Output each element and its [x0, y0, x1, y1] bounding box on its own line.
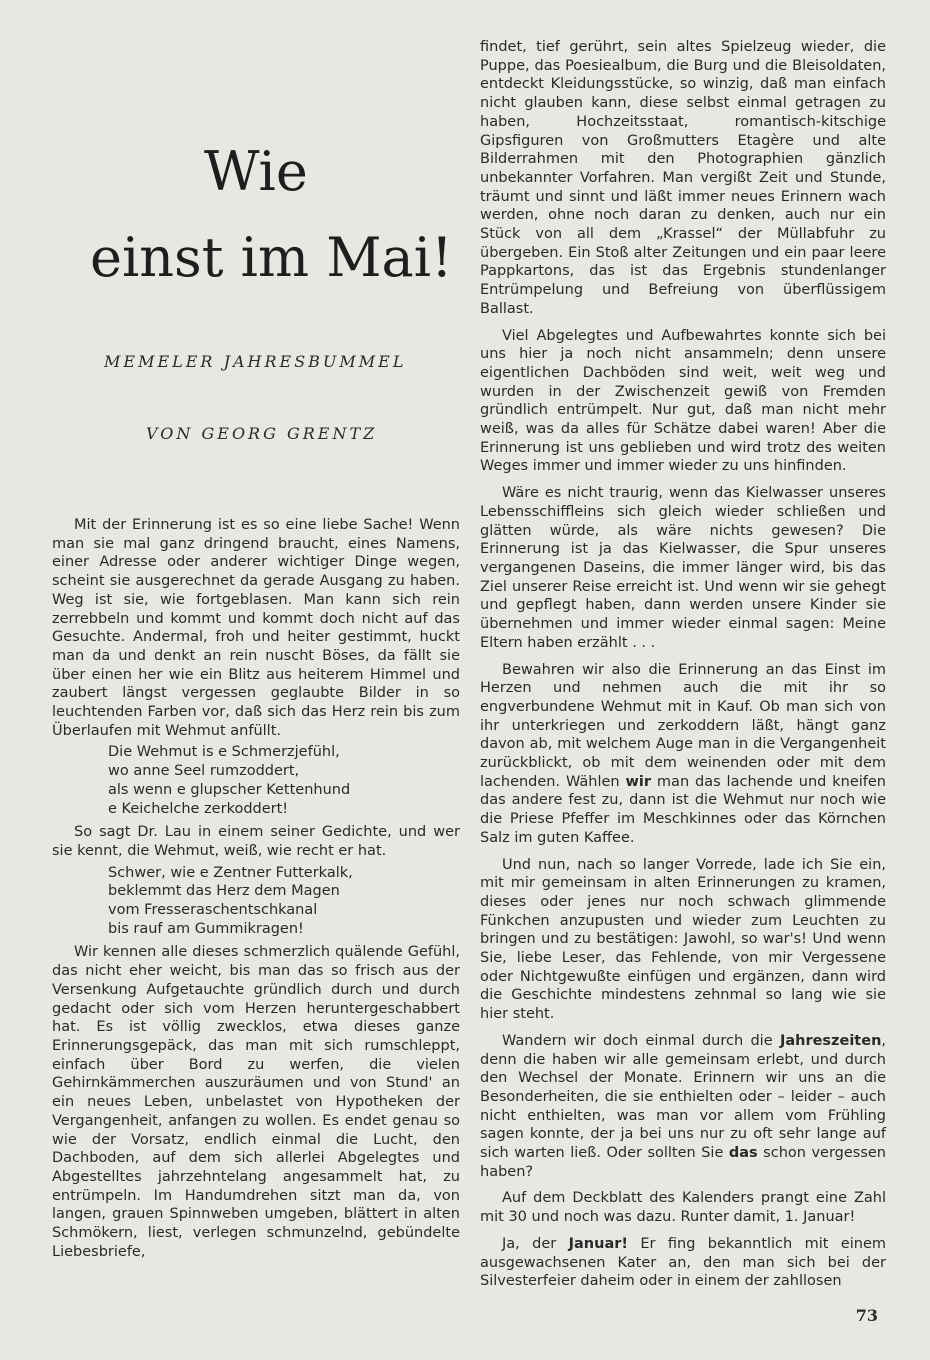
- left-body: [52, 516, 460, 1261]
- page-number: 73: [855, 1306, 878, 1325]
- poem-line: bis rauf am Gummikragen!: [108, 920, 304, 937]
- paragraph: Viel Abgelegtes und Aufbewahrtes konnte sich bei uns hier ja noch nicht ansammeln; denn unsere eigentlichen Dachböden sind weit, weit weg und wurden in der Zwischenzeit gewiß von Fremden gründlich entrümpelt. Nur gut, daß man nicht mehr weiß, was da alles für Schätze dabei waren! Aber die Erinnerung ist uns geblieben und wird trotz des weiten Weges immer und immer wieder zu uns hinfinden.: [480, 327, 886, 475]
- bold-text: Jahreszeiten: [779, 1032, 882, 1049]
- text-run: schon vergessen haben?: [480, 1145, 886, 1180]
- paragraph: [480, 1032, 886, 1182]
- poem-line: als wenn e glupscher Kettenhund: [108, 781, 351, 798]
- paragraph: [480, 1235, 886, 1291]
- paragraph: So sagt Dr. Lau in einem seiner Gedichte, und wer sie kennt, die Wehmut, weiß, wie recht er hat.: [52, 824, 460, 859]
- poem-line: beklemmt das Herz dem Magen: [108, 883, 340, 900]
- text-run: Wandern wir doch einmal durch die: [502, 1032, 780, 1049]
- text-run: Er fing bekanntlich mit einem ausgewachsenen Kater an, den man sich bei der Silvesterfeier daheim oder in einem der zahllosen: [480, 1235, 886, 1290]
- poem-stanza-1: [108, 743, 460, 818]
- text-run: , denn die haben wir alle gemeinsam erlebt, und durch den Wechsel der Monate. Erinnern wir uns an die Besonderheiten, die sie enthielten oder – leider – auch nicht enthielten, was man vor allem vom Frühling sagen konnte, der ja bei uns nur zu oft sehr lange auf sich warten ließ. Oder sollten Sie: [480, 1032, 886, 1162]
- title-line-2: einst im Mai!: [90, 226, 453, 289]
- poem-line: wo anne Seel rumzoddert,: [108, 763, 300, 780]
- bold-text: Januar!: [568, 1235, 628, 1252]
- poem-stanza-2: [108, 864, 460, 939]
- paragraph: Auf dem Deckblatt des Kalenders prangt eine Zahl mit 30 und noch was dazu. Runter damit, 1. Januar!: [480, 1190, 886, 1226]
- text-run: man das lachende und kneifen das andere fest zu, dann ist die Wehmut nur noch wie die Priese Pfeffer im Meschkinnes oder das Körnchen Salz im guten Kaffee.: [480, 773, 886, 846]
- paragraph: [480, 661, 886, 848]
- right-column: [480, 38, 886, 1299]
- paragraph: Mit der Erinnerung ist es so eine liebe Sache! Wenn man sie mal ganz dringend braucht, eines Namens, einer Adresse oder anderer wichtiger Dinge wegen, scheint sie ausgerechnet da gerade Ausgang zu haben. Weg ist sie, wie fortgeblasen. Man kann sich rein zerrebbeln und kommt und kommt doch nicht auf das Gesuchte. Andermal, froh und heiter gestimmt, huckt man da und denkt an rein nuscht Böses, da fällt sie über einen her wie ein Blitz aus heiterem Himmel und zaubert längst vergessen geglaubte Bilder in so leuchtenden Farben vor, daß sich das Herz rein bis zum Überlaufen mit Wehmut anfüllt.: [52, 517, 460, 739]
- title-line-1: Wie: [204, 140, 308, 203]
- paragraph: Und nun, nach so langer Vorrede, lade ich Sie ein, mit mir gemeinsam in alten Erinnerungen zu kramen, dieses oder jenes nur noch schwach glimmende Fünkchen anzupusten und wieder zum Leuchten zu bringen und zu bestätigen: Jawohl, so war's! Und wenn Sie, liebe Leser, das Fehlende, von mir Vergessene oder Nichtgewußte einfügen und ergänzen, dann wird die Geschichte mindestens zehnmal so lang wie sie hier steht.: [480, 856, 886, 1023]
- text-run: Ja, der: [502, 1235, 569, 1252]
- poem-line: e Keichelche zerkoddert!: [108, 800, 289, 817]
- poem-line: Die Wehmut is e Schmerzjefühl,: [108, 744, 340, 761]
- paragraph: Wir kennen alle dieses schmerzlich quälende Gefühl, das nicht eher weicht, bis man das so frisch aus der Versenkung Aufgetauchte gründlich durch und durch gedacht oder sich vom Herzen heruntergeschabbert hat. Es ist völlig zwecklos, etwa dieses ganze Erinnerungsgepäck, das man mit sich rumschleppt, einfach über Bord zu werfen, die vielen Gehirnkämmerchen auszuräumen und von Stund' an ein neues Leben, unbelastet von Hypotheken der Vergangenheit, anfangen zu wollen. Es endet genau so wie der Vorsatz, endlich einmal die Lucht, den Dachboden, auf dem sich allerlei Abgelegtes und Abgestelltes jahrzehntelang angesammelt hat, zu entrümpeln. Im Handumdrehen sitzt man da, von langen, grauen Spinnweben umgeben, blättert in alten Schmökern, liest, verlegen schmunzelnd, gebündelte Liebesbriefe,: [52, 944, 460, 1260]
- poem-line: vom Fresseraschentschkanal: [108, 902, 318, 919]
- bold-text: das: [728, 1145, 758, 1162]
- paragraph: Wäre es nicht traurig, wenn das Kielwasser unseres Lebensschiffleins sich gleich wieder schließen und glätten würde, als wäre nichts gewesen? Die Erinnerung ist ja das Kielwasser, die Spur unseres vergangenen Daseins, die immer länger wird, bis das Ziel unserer Reise erreicht ist. Und wenn wir sie gehegt und gepflegt haben, dann werden unsere Kinder sie übernehmen und immer wieder einmal sagen: Meine Eltern haben erzählt . . .: [480, 485, 886, 651]
- byline: VON GEORG GRENTZ: [146, 424, 378, 443]
- text-run: Bewahren wir also die Erinnerung an das Einst im Herzen und nehmen auch die mit ihr so engverbundene Wehmut mit in Kauf. Ob man sich von ihr unterkriegen und zerkoddern läßt, hängt ganz davon ab, mit welchem Auge man in die Vergangenheit zurückblickt, ob mit dem weinenden oder mit dem lachenden. Wählen: [480, 661, 886, 790]
- subtitle: MEMELER JAHRESBUMMEL: [104, 352, 407, 371]
- paragraph: findet, tief gerührt, sein altes Spielzeug wieder, die Puppe, das Poesiealbum, die Burg und die Bleisoldaten, entdeckt Kleidungsstücke, so winzig, daß man einfach nicht glauben kann, diese selbst einmal getragen zu haben, Hochzeitsstaat, romantisch-kitschige Gipsfiguren von Großmutters Etagère und alte Bilderrahmen mit den Photographien gänzlich unbekannter Vorfahren. Man vergißt Zeit und Stunde, träumt und sinnt und läßt immer neues Erinnern wach werden, ohne noch daran zu denken, auch nur ein Stück von all dem „Krassel“ der Müllabfuhr zu übergeben. Ein Stoß alter Zeitungen und ein paar leere Pappkartons, das ist das Ergebnis stundenlanger Entrümpelung und Befreiung von überflüssigem Ballast.: [480, 39, 886, 317]
- bold-text: wir: [625, 773, 652, 790]
- poem-line: Schwer, wie e Zentner Futterkalk,: [108, 864, 353, 881]
